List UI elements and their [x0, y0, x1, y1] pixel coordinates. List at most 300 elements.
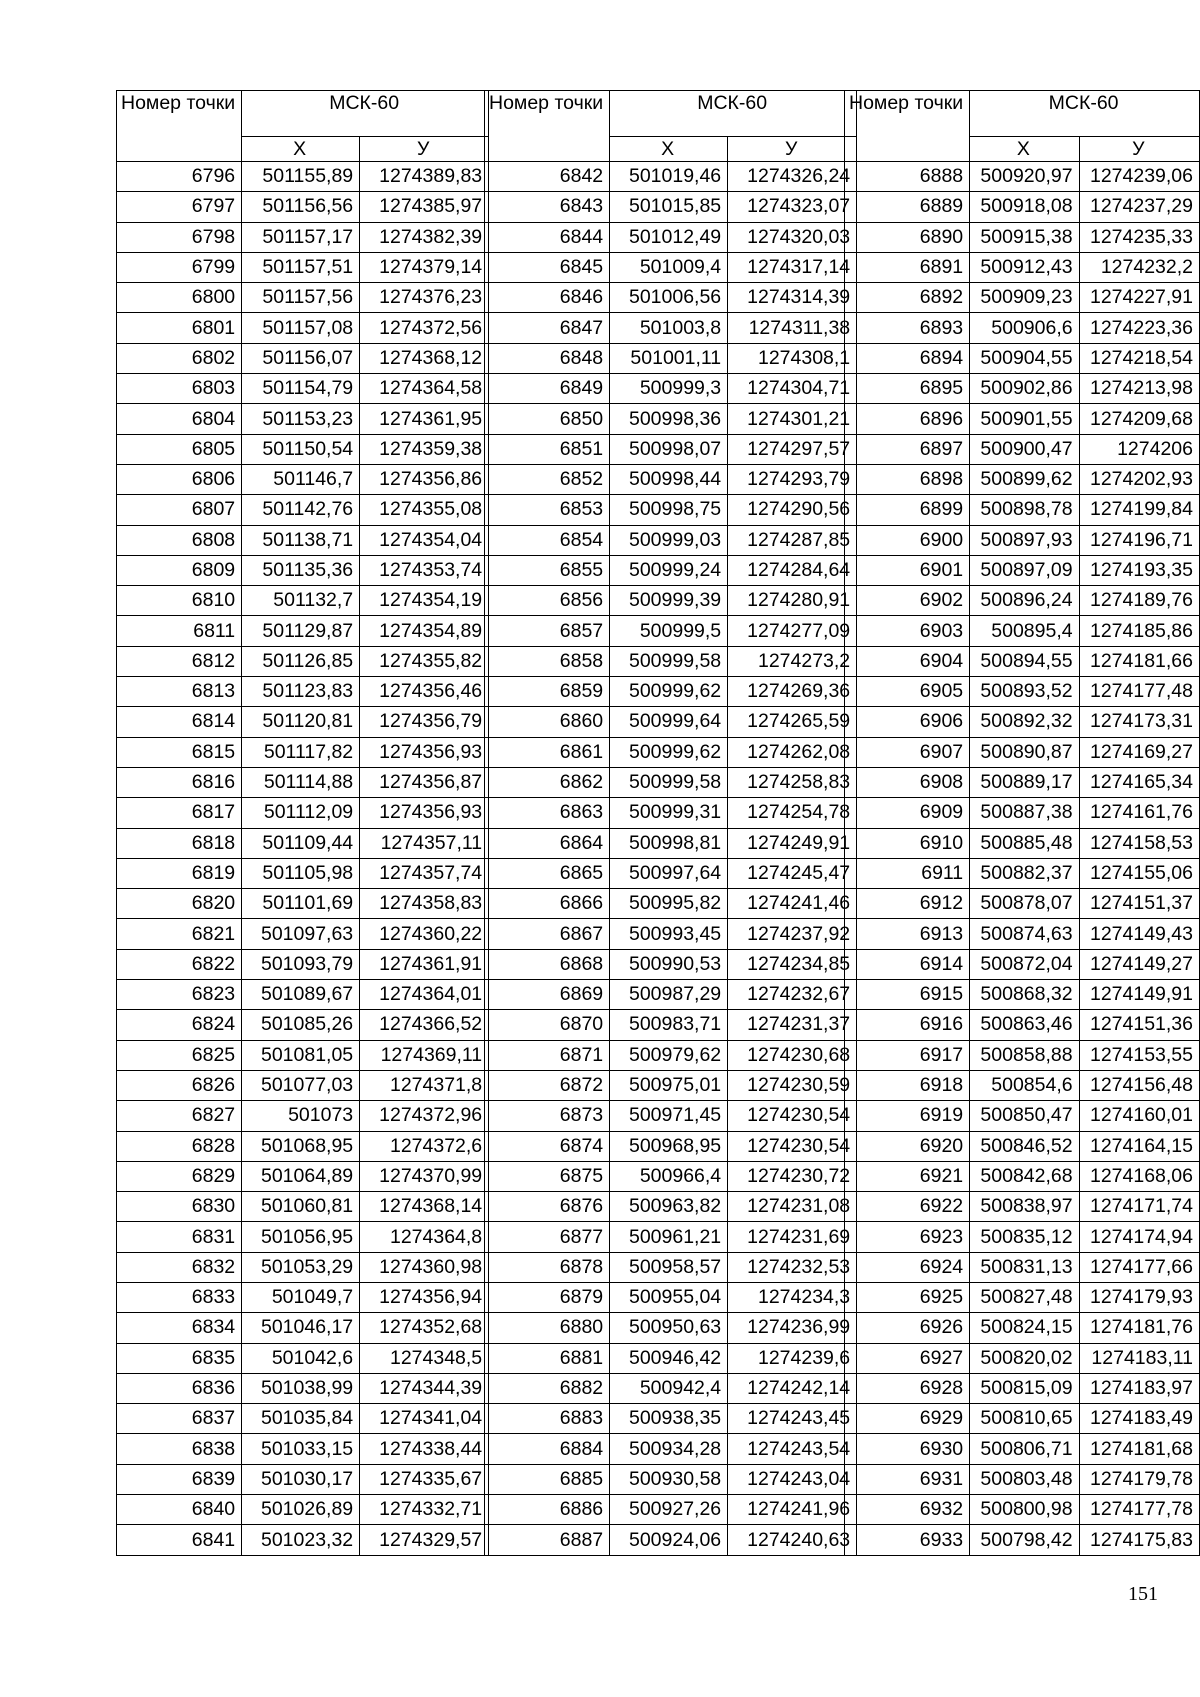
x-coordinate-cell: 500800,98 — [970, 1495, 1079, 1525]
x-coordinate-cell: 501154,79 — [242, 374, 360, 404]
y-coordinate-cell: 1274364,58 — [360, 374, 489, 404]
y-coordinate-cell: 1274183,11 — [1079, 1343, 1199, 1373]
y-coordinate-cell: 1274371,8 — [360, 1070, 489, 1100]
table-row — [117, 980, 489, 1010]
point-number-cell: 6919 — [845, 1101, 970, 1131]
x-coordinate-cell: 500999,62 — [610, 737, 728, 767]
point-number-cell: 6891 — [845, 252, 970, 282]
point-number-cell: 6875 — [485, 1161, 610, 1191]
point-number-cell: 6839 — [117, 1464, 242, 1494]
table-row — [845, 555, 1200, 585]
y-coordinate-cell: 1274232,2 — [1079, 252, 1199, 282]
coordinate-system-header: МСК-60 — [242, 91, 489, 137]
y-coordinate-cell: 1274243,54 — [728, 1434, 857, 1464]
x-coordinate-cell: 501117,82 — [242, 737, 360, 767]
point-number-cell: 6849 — [485, 374, 610, 404]
coordinate-table-1 — [116, 90, 489, 1556]
x-coordinate-cell: 501157,56 — [242, 283, 360, 313]
x-coordinate-cell: 500874,63 — [970, 919, 1079, 949]
table-row — [845, 1252, 1200, 1282]
table-row — [117, 1252, 489, 1282]
x-coordinate-cell: 501129,87 — [242, 616, 360, 646]
x-coordinate-cell: 501101,69 — [242, 889, 360, 919]
point-number-cell: 6910 — [845, 828, 970, 858]
x-coordinate-cell: 500920,97 — [970, 162, 1079, 192]
x-coordinate-cell: 500890,87 — [970, 737, 1079, 767]
point-number-cell: 6843 — [485, 192, 610, 222]
table-row — [485, 646, 857, 676]
table-row — [485, 1252, 857, 1282]
x-coordinate-cell: 500927,26 — [610, 1495, 728, 1525]
y-coordinate-cell: 1274245,47 — [728, 858, 857, 888]
y-coordinate-cell: 1274179,93 — [1079, 1282, 1199, 1312]
y-coordinate-cell: 1274161,76 — [1079, 798, 1199, 828]
y-coordinate-cell: 1274193,35 — [1079, 555, 1199, 585]
y-coordinate-cell: 1274356,79 — [360, 707, 489, 737]
table-row — [485, 374, 857, 404]
x-coordinate-cell: 501081,05 — [242, 1040, 360, 1070]
point-number-cell: 6917 — [845, 1040, 970, 1070]
point-number-cell: 6833 — [117, 1282, 242, 1312]
x-coordinate-cell: 501068,95 — [242, 1131, 360, 1161]
y-coordinate-cell: 1274202,93 — [1079, 464, 1199, 494]
y-coordinate-cell: 1274332,71 — [360, 1495, 489, 1525]
y-coordinate-cell: 1274249,91 — [728, 828, 857, 858]
table-row — [845, 586, 1200, 616]
point-number-cell: 6838 — [117, 1434, 242, 1464]
table-row — [485, 434, 857, 464]
x-coordinate-cell: 501015,85 — [610, 192, 728, 222]
coordinate-tables — [0, 90, 1200, 1570]
x-coordinate-cell: 500906,6 — [970, 313, 1079, 343]
point-number-cell: 6913 — [845, 919, 970, 949]
table-row — [485, 495, 857, 525]
y-coordinate-cell: 1274280,91 — [728, 586, 857, 616]
y-coordinate-cell: 1274311,38 — [728, 313, 857, 343]
x-coordinate-cell: 500878,07 — [970, 889, 1079, 919]
table-row — [117, 616, 489, 646]
table-row — [485, 525, 857, 555]
table-row — [485, 1101, 857, 1131]
y-coordinate-cell: 1274329,57 — [360, 1525, 489, 1555]
table-row — [845, 707, 1200, 737]
point-number-cell: 6928 — [845, 1373, 970, 1403]
table-row — [845, 949, 1200, 979]
point-number-cell: 6906 — [845, 707, 970, 737]
point-number-cell: 6863 — [485, 798, 610, 828]
point-number-cell: 6808 — [117, 525, 242, 555]
x-coordinate-cell: 500846,52 — [970, 1131, 1079, 1161]
x-coordinate-cell: 500987,29 — [610, 980, 728, 1010]
table-row — [845, 1131, 1200, 1161]
table-row — [845, 1495, 1200, 1525]
y-coordinate-cell: 1274231,37 — [728, 1010, 857, 1040]
point-number-cell: 6924 — [845, 1252, 970, 1282]
point-number-cell: 6920 — [845, 1131, 970, 1161]
x-coordinate-cell: 500924,06 — [610, 1525, 728, 1555]
point-number-cell: 6880 — [485, 1313, 610, 1343]
point-number-cell: 6803 — [117, 374, 242, 404]
coordinate-system-header: МСК-60 — [610, 91, 857, 137]
table-row — [117, 1404, 489, 1434]
point-number-cell: 6832 — [117, 1252, 242, 1282]
y-coordinate-cell: 1274175,83 — [1079, 1525, 1199, 1555]
point-number-cell: 6872 — [485, 1070, 610, 1100]
point-number-cell: 6821 — [117, 919, 242, 949]
table-row — [117, 586, 489, 616]
y-coordinate-cell: 1274189,76 — [1079, 586, 1199, 616]
table-row — [845, 677, 1200, 707]
point-number-cell: 6830 — [117, 1192, 242, 1222]
point-number-cell: 6925 — [845, 1282, 970, 1312]
table-row — [485, 162, 857, 192]
point-number-cell: 6860 — [485, 707, 610, 737]
point-number-cell: 6798 — [117, 222, 242, 252]
y-coordinate-cell: 1274357,11 — [360, 828, 489, 858]
table-row — [117, 222, 489, 252]
y-coordinate-cell: 1274169,27 — [1079, 737, 1199, 767]
y-coordinate-cell: 1274151,37 — [1079, 889, 1199, 919]
y-coordinate-cell: 1274254,78 — [728, 798, 857, 828]
y-coordinate-cell: 1274314,39 — [728, 283, 857, 313]
point-number-cell: 6796 — [117, 162, 242, 192]
x-coordinate-cell: 500835,12 — [970, 1222, 1079, 1252]
x-coordinate-cell: 500946,42 — [610, 1343, 728, 1373]
point-number-cell: 6853 — [485, 495, 610, 525]
table-row — [117, 828, 489, 858]
table-row — [845, 1343, 1200, 1373]
x-coordinate-cell: 500955,04 — [610, 1282, 728, 1312]
table-row — [117, 555, 489, 585]
x-coordinate-cell: 500894,55 — [970, 646, 1079, 676]
y-coordinate-cell: 1274326,24 — [728, 162, 857, 192]
point-number-cell: 6800 — [117, 283, 242, 313]
point-number-cell: 6804 — [117, 404, 242, 434]
point-number-cell: 6866 — [485, 889, 610, 919]
y-coordinate-cell: 1274237,92 — [728, 919, 857, 949]
point-number-cell: 6888 — [845, 162, 970, 192]
x-coordinate-cell: 501132,7 — [242, 586, 360, 616]
x-coordinate-cell: 501012,49 — [610, 222, 728, 252]
y-coordinate-cell: 1274151,36 — [1079, 1010, 1199, 1040]
y-coordinate-cell: 1274164,15 — [1079, 1131, 1199, 1161]
y-coordinate-cell: 1274356,86 — [360, 464, 489, 494]
x-coordinate-cell: 501053,29 — [242, 1252, 360, 1282]
point-number-cell: 6901 — [845, 555, 970, 585]
y-coordinate-cell: 1274236,99 — [728, 1313, 857, 1343]
y-coordinate-cell: 1274239,06 — [1079, 162, 1199, 192]
table-row — [117, 1525, 489, 1555]
table-row — [117, 283, 489, 313]
table-row — [485, 1495, 857, 1525]
point-number-cell: 6892 — [845, 283, 970, 313]
table-row — [845, 858, 1200, 888]
table-row — [117, 343, 489, 373]
y-coordinate-cell: 1274372,56 — [360, 313, 489, 343]
point-number-cell: 6834 — [117, 1313, 242, 1343]
x-coordinate-cell: 500899,62 — [970, 464, 1079, 494]
table-row — [117, 252, 489, 282]
table-row — [117, 434, 489, 464]
y-coordinate-cell: 1274231,08 — [728, 1192, 857, 1222]
table-row — [845, 889, 1200, 919]
table-row — [117, 919, 489, 949]
y-coordinate-cell: 1274181,66 — [1079, 646, 1199, 676]
x-coordinate-cell: 500863,46 — [970, 1010, 1079, 1040]
y-coordinate-cell: 1274243,04 — [728, 1464, 857, 1494]
x-coordinate-cell: 500882,37 — [970, 858, 1079, 888]
table-row — [485, 767, 857, 797]
x-coordinate-cell: 500898,78 — [970, 495, 1079, 525]
x-coordinate-cell: 500901,55 — [970, 404, 1079, 434]
y-coordinate-cell: 1274290,56 — [728, 495, 857, 525]
point-number-cell: 6845 — [485, 252, 610, 282]
y-coordinate-cell: 1274234,3 — [728, 1282, 857, 1312]
point-number-cell: 6874 — [485, 1131, 610, 1161]
y-coordinate-cell: 1274179,78 — [1079, 1464, 1199, 1494]
point-number-cell: 6852 — [485, 464, 610, 494]
table-row — [485, 555, 857, 585]
x-coordinate-cell: 501135,36 — [242, 555, 360, 585]
x-coordinate-cell: 501157,17 — [242, 222, 360, 252]
point-number-cell: 6894 — [845, 343, 970, 373]
x-coordinate-cell: 500971,45 — [610, 1101, 728, 1131]
point-number-cell: 6881 — [485, 1343, 610, 1373]
table-row — [117, 737, 489, 767]
table-row — [845, 1434, 1200, 1464]
y-coordinate-cell: 1274284,64 — [728, 555, 857, 585]
point-number-cell: 6848 — [485, 343, 610, 373]
point-number-cell: 6879 — [485, 1282, 610, 1312]
x-column-header: Х — [970, 137, 1079, 162]
y-coordinate-cell: 1274232,53 — [728, 1252, 857, 1282]
point-number-cell: 6926 — [845, 1313, 970, 1343]
y-coordinate-cell: 1274231,69 — [728, 1222, 857, 1252]
x-coordinate-cell: 500999,24 — [610, 555, 728, 585]
y-coordinate-cell: 1274358,83 — [360, 889, 489, 919]
point-number-cell: 6825 — [117, 1040, 242, 1070]
table-row — [485, 1373, 857, 1403]
page-number: 151 — [1128, 1583, 1158, 1605]
y-coordinate-cell: 1274155,06 — [1079, 858, 1199, 888]
x-coordinate-cell: 500975,01 — [610, 1070, 728, 1100]
y-coordinate-cell: 1274265,59 — [728, 707, 857, 737]
table-row — [485, 1404, 857, 1434]
point-number-cell: 6817 — [117, 798, 242, 828]
y-coordinate-cell: 1274227,91 — [1079, 283, 1199, 313]
y-coordinate-cell: 1274369,11 — [360, 1040, 489, 1070]
table-row — [485, 1434, 857, 1464]
table-row — [485, 586, 857, 616]
x-coordinate-cell: 500896,24 — [970, 586, 1079, 616]
x-coordinate-cell: 501026,89 — [242, 1495, 360, 1525]
x-coordinate-cell: 500868,32 — [970, 980, 1079, 1010]
point-number-cell: 6905 — [845, 677, 970, 707]
y-coordinate-cell: 1274240,63 — [728, 1525, 857, 1555]
point-number-cell: 6869 — [485, 980, 610, 1010]
point-number-cell: 6826 — [117, 1070, 242, 1100]
x-coordinate-cell: 501046,17 — [242, 1313, 360, 1343]
y-coordinate-cell: 1274149,43 — [1079, 919, 1199, 949]
coordinate-table-2 — [484, 90, 857, 1556]
x-coordinate-cell: 500999,62 — [610, 677, 728, 707]
x-coordinate-cell: 500798,42 — [970, 1525, 1079, 1555]
x-coordinate-cell: 500900,47 — [970, 434, 1079, 464]
table-row — [117, 1495, 489, 1525]
table-row — [485, 949, 857, 979]
point-number-cell: 6930 — [845, 1434, 970, 1464]
x-coordinate-cell: 500810,65 — [970, 1404, 1079, 1434]
x-coordinate-cell: 501049,7 — [242, 1282, 360, 1312]
table-row — [845, 192, 1200, 222]
point-number-cell: 6895 — [845, 374, 970, 404]
y-coordinate-cell: 1274269,36 — [728, 677, 857, 707]
x-coordinate-cell: 500831,13 — [970, 1252, 1079, 1282]
y-coordinate-cell: 1274232,67 — [728, 980, 857, 1010]
x-coordinate-cell: 501056,95 — [242, 1222, 360, 1252]
y-coordinate-cell: 1274183,97 — [1079, 1373, 1199, 1403]
x-coordinate-cell: 501035,84 — [242, 1404, 360, 1434]
point-number-cell: 6813 — [117, 677, 242, 707]
y-coordinate-cell: 1274241,96 — [728, 1495, 857, 1525]
y-coordinate-cell: 1274354,89 — [360, 616, 489, 646]
x-coordinate-cell: 501019,46 — [610, 162, 728, 192]
y-column-header: У — [360, 137, 489, 162]
y-coordinate-cell: 1274235,33 — [1079, 222, 1199, 252]
point-number-cell: 6818 — [117, 828, 242, 858]
y-coordinate-cell: 1274258,83 — [728, 767, 857, 797]
y-coordinate-cell: 1274338,44 — [360, 1434, 489, 1464]
point-number-cell: 6851 — [485, 434, 610, 464]
x-coordinate-cell: 501033,15 — [242, 1434, 360, 1464]
point-number-cell: 6856 — [485, 586, 610, 616]
x-coordinate-cell: 501142,76 — [242, 495, 360, 525]
point-number-cell: 6929 — [845, 1404, 970, 1434]
table-row — [845, 1313, 1200, 1343]
x-coordinate-cell: 501156,07 — [242, 343, 360, 373]
point-number-cell: 6921 — [845, 1161, 970, 1191]
point-number-cell: 6909 — [845, 798, 970, 828]
table-row — [485, 616, 857, 646]
table-row — [845, 1222, 1200, 1252]
point-number-cell: 6805 — [117, 434, 242, 464]
table-row — [485, 919, 857, 949]
point-number-cell: 6908 — [845, 767, 970, 797]
point-number-cell: 6846 — [485, 283, 610, 313]
x-coordinate-cell: 500827,48 — [970, 1282, 1079, 1312]
point-number-header: Номер точки — [117, 91, 242, 162]
x-coordinate-cell: 500999,58 — [610, 646, 728, 676]
x-coordinate-cell: 501155,89 — [242, 162, 360, 192]
point-number-cell: 6904 — [845, 646, 970, 676]
x-coordinate-cell: 500909,23 — [970, 283, 1079, 313]
table-row — [117, 404, 489, 434]
point-number-header: Номер точки — [485, 91, 610, 162]
x-coordinate-cell: 500930,58 — [610, 1464, 728, 1494]
x-coordinate-cell: 500820,02 — [970, 1343, 1079, 1373]
y-coordinate-cell: 1274158,53 — [1079, 828, 1199, 858]
y-coordinate-cell: 1274273,2 — [728, 646, 857, 676]
y-coordinate-cell: 1274237,29 — [1079, 192, 1199, 222]
table-row — [117, 464, 489, 494]
table-row — [845, 828, 1200, 858]
y-coordinate-cell: 1274242,14 — [728, 1373, 857, 1403]
table-row — [485, 889, 857, 919]
y-coordinate-cell: 1274181,76 — [1079, 1313, 1199, 1343]
table-row — [485, 1040, 857, 1070]
point-number-cell: 6867 — [485, 919, 610, 949]
point-number-cell: 6799 — [117, 252, 242, 282]
table-row — [845, 252, 1200, 282]
y-coordinate-cell: 1274177,78 — [1079, 1495, 1199, 1525]
y-coordinate-cell: 1274317,14 — [728, 252, 857, 282]
x-coordinate-cell: 501085,26 — [242, 1010, 360, 1040]
y-coordinate-cell: 1274287,85 — [728, 525, 857, 555]
table-row — [117, 1040, 489, 1070]
y-coordinate-cell: 1274199,84 — [1079, 495, 1199, 525]
point-number-cell: 6857 — [485, 616, 610, 646]
y-coordinate-cell: 1274223,36 — [1079, 313, 1199, 343]
x-coordinate-cell: 501138,71 — [242, 525, 360, 555]
x-coordinate-cell: 500999,03 — [610, 525, 728, 555]
x-coordinate-cell: 500803,48 — [970, 1464, 1079, 1494]
point-number-cell: 6870 — [485, 1010, 610, 1040]
x-coordinate-cell: 500815,09 — [970, 1373, 1079, 1403]
y-coordinate-cell: 1274206 — [1079, 434, 1199, 464]
table-row — [845, 434, 1200, 464]
y-coordinate-cell: 1274183,49 — [1079, 1404, 1199, 1434]
y-coordinate-cell: 1274354,19 — [360, 586, 489, 616]
y-coordinate-cell: 1274372,6 — [360, 1131, 489, 1161]
point-number-cell: 6812 — [117, 646, 242, 676]
table-row — [117, 1464, 489, 1494]
y-coordinate-cell: 1274361,95 — [360, 404, 489, 434]
point-number-cell: 6889 — [845, 192, 970, 222]
table-row — [845, 525, 1200, 555]
y-coordinate-cell: 1274241,46 — [728, 889, 857, 919]
y-coordinate-cell: 1274356,46 — [360, 677, 489, 707]
table-row — [845, 1373, 1200, 1403]
x-coordinate-cell: 500995,82 — [610, 889, 728, 919]
table-row — [485, 707, 857, 737]
y-coordinate-cell: 1274357,74 — [360, 858, 489, 888]
point-number-cell: 6899 — [845, 495, 970, 525]
point-number-cell: 6897 — [845, 434, 970, 464]
point-number-cell: 6893 — [845, 313, 970, 343]
y-coordinate-cell: 1274379,14 — [360, 252, 489, 282]
point-number-cell: 6802 — [117, 343, 242, 373]
table-row — [485, 798, 857, 828]
point-number-cell: 6903 — [845, 616, 970, 646]
x-coordinate-cell: 500979,62 — [610, 1040, 728, 1070]
y-coordinate-cell: 1274359,38 — [360, 434, 489, 464]
point-number-cell: 6854 — [485, 525, 610, 555]
table-row — [117, 646, 489, 676]
x-coordinate-cell: 501093,79 — [242, 949, 360, 979]
table-row — [117, 677, 489, 707]
table-row — [117, 1131, 489, 1161]
y-coordinate-cell: 1274230,59 — [728, 1070, 857, 1100]
point-number-cell: 6862 — [485, 767, 610, 797]
x-coordinate-cell: 501089,67 — [242, 980, 360, 1010]
table-row — [485, 1070, 857, 1100]
y-coordinate-cell: 1274356,94 — [360, 1282, 489, 1312]
x-coordinate-cell: 500895,4 — [970, 616, 1079, 646]
x-coordinate-cell: 501120,81 — [242, 707, 360, 737]
y-coordinate-cell: 1274230,54 — [728, 1131, 857, 1161]
y-coordinate-cell: 1274353,74 — [360, 555, 489, 585]
y-coordinate-cell: 1274304,71 — [728, 374, 857, 404]
